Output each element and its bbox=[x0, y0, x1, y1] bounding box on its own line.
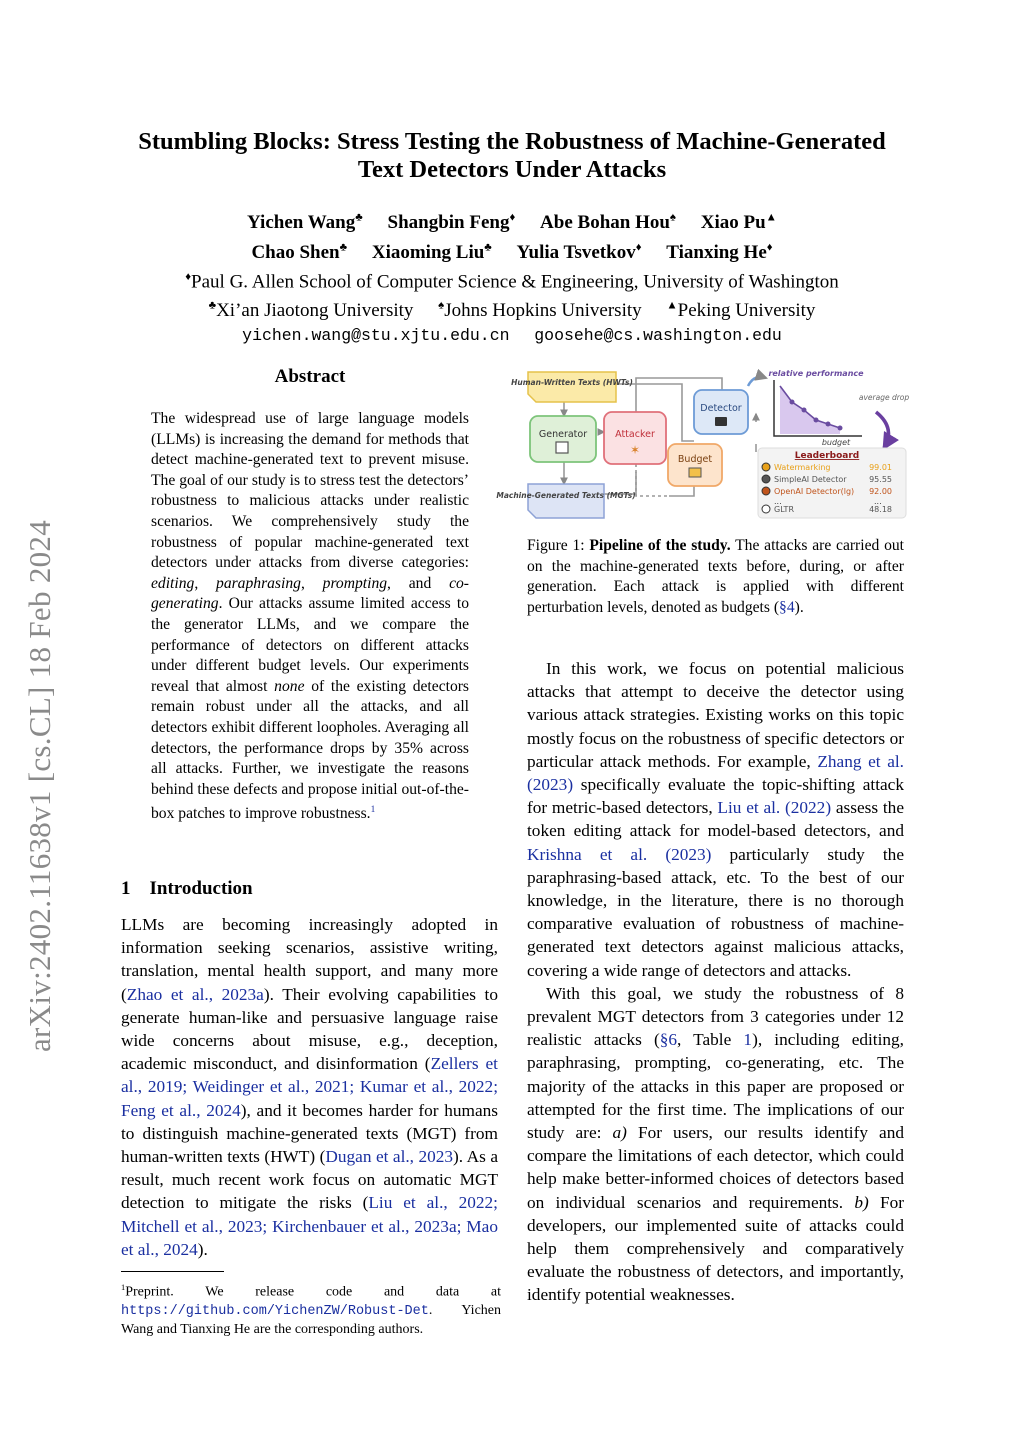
leaderboard-medal-icon bbox=[762, 505, 770, 513]
author-block bbox=[100, 206, 924, 348]
hwt-label: Human-Written Texts (HWTs) bbox=[511, 378, 633, 387]
citation-link[interactable]: Zellers et al., 2019; Weidinger et al., 2021; Kumar et al., 2022; Feng et al., 2024 bbox=[121, 1054, 498, 1120]
leaderboard-detector-name: SimpleAI Detector bbox=[774, 475, 847, 484]
figure-1-pipeline bbox=[496, 366, 910, 526]
affiliation-1: ♦Paul G. Allen School of Computer Science & Engineering, University of Washington bbox=[185, 270, 839, 292]
footnote-rule bbox=[121, 1271, 224, 1272]
abstract-heading: Abstract bbox=[274, 366, 346, 387]
leaderboard bbox=[758, 448, 906, 518]
footnote: $^1$Preprint. We release code and data at https://github.com/YichenZW/Robust-Det. Yichen Wang and Tianxing He are the corresponding authors. bbox=[121, 1283, 501, 1337]
abstract-body: The widespread use of large language models (LLMs) is increasing the demand for methods that detect machine-generated text to prevent misuse. The goal of our study is to stress test the detectors’ robustness to malicious attacks under realistic scenarios. We comprehensively study the robustness of popular machine-generated text detectors under attacks from diverse categories: editing, paraphrasing, prompting, and co-generating. Our attacks assume limited access to the generator LLMs, and we compare the performance of detectors on different attacks under different budget levels. Our experiments reveal that almost none of the existing detectors remain robust under all the attacks, and all detectors exhibit different loopholes. Averaging all detectors, the performance drops by 35% across all attacks. Further, we investigate the reasons behind these defects and propose initial out-of-the-box patches to improve robustness.$^1$ bbox=[151, 410, 470, 823]
email-2[interactable]: goosehe@cs.washington.edu bbox=[534, 326, 782, 346]
author: Abe Bohan Hou♠ bbox=[540, 212, 676, 234]
authors-row-2 bbox=[100, 235, 924, 264]
detector-icon bbox=[715, 417, 727, 426]
mgt-box bbox=[528, 484, 604, 518]
generator-icon bbox=[556, 442, 568, 453]
citation-link[interactable]: Zhang et al. (2023) bbox=[527, 751, 904, 795]
leaderboard-score: 48.18 bbox=[869, 505, 892, 514]
leaderboard-medal-icon bbox=[762, 475, 770, 483]
relative-performance-plot bbox=[768, 369, 909, 448]
author: Yichen Wang♣ bbox=[247, 212, 363, 234]
figure-1-caption: Figure 1: Pipeline of the study. The attacks are carried out on the machine-generated texts before, during, or after generation. Each attack is applied with different perturbation levels, denoted as budgets (§4). bbox=[527, 537, 904, 616]
section-ref-link[interactable]: §6 bbox=[659, 1030, 677, 1050]
authors-row-1 bbox=[100, 206, 924, 235]
author: Tianxing He♦ bbox=[666, 241, 773, 263]
leaderboard-ellipsis: ... bbox=[874, 497, 882, 506]
leaderboard-score: 92.00 bbox=[869, 487, 892, 496]
citation-link[interactable]: Zhao et al., 2023a bbox=[126, 984, 264, 1004]
emails bbox=[100, 323, 924, 348]
performance-area bbox=[780, 386, 840, 434]
leaderboard-ellipsis: ... bbox=[774, 497, 782, 506]
hwt-box bbox=[528, 372, 616, 402]
citation-link[interactable]: Liu et al. (2022) bbox=[717, 798, 832, 818]
plot-point bbox=[838, 426, 843, 431]
svg-text:Machine-Generated Texts (MGTs) bbox=[496, 491, 635, 500]
generator-label: Generator bbox=[538, 429, 588, 440]
leaderboard-title: Leaderboard bbox=[794, 451, 860, 461]
table-ref-link[interactable]: 1 bbox=[743, 1030, 753, 1050]
plot-point bbox=[814, 418, 819, 423]
paragraph: In this work, we focus on potential malicious attacks that attempt to deceive the detector using various attack strategies. Existing works on this topic mostly focus on the robustness of specific detectors or particular attack methods. For example, Zhang et al. (2023) specifically evaluate the topic-shifting attack for metric-based detectors, Liu et al. (2022) assess the token editing attack for model-based detectors, and Krishna et al. (2023) particularly study the paraphrasing-based attack, etc. To the best of our knowledge, in the literature, there is no thorough comparative evaluation of robustness of machine-generated text detectors against malicious attacks, covering a wide range of detectors and attacks. bbox=[527, 659, 904, 980]
detector-label: Detector bbox=[700, 403, 742, 414]
author: Xiao Pu▲ bbox=[700, 212, 777, 234]
plot-xlabel: budget bbox=[821, 438, 851, 447]
repo-link[interactable]: https://github.com/YichenZW/Robust-Det bbox=[121, 1303, 429, 1319]
leaderboard-score: 99.01 bbox=[869, 463, 892, 472]
title-line-2: Text Detectors Under Attacks bbox=[357, 156, 667, 183]
mgt-label: Machine-Generated Texts (MGTs) bbox=[496, 491, 636, 500]
citation-link[interactable]: Krishna et al. (2023) bbox=[527, 844, 712, 864]
attacker-icon: ✶ bbox=[629, 443, 641, 457]
leaderboard-detector-name: Watermarking bbox=[774, 463, 831, 472]
author: Chao Shen♣ bbox=[251, 241, 348, 263]
citation-link[interactable]: Dugan et al., 2023 bbox=[325, 1147, 454, 1167]
author: Xiaoming Liu♣ bbox=[371, 241, 492, 263]
right-column-text bbox=[527, 657, 904, 1307]
budget-icon bbox=[689, 468, 701, 477]
plot-title: relative performance bbox=[768, 369, 864, 378]
title-line-1: Stumbling Blocks: Stress Testing the Robustness of Machine-Generated bbox=[138, 128, 886, 155]
footnote-ref[interactable]: 1 bbox=[370, 805, 376, 816]
citation-link[interactable]: Liu et al., 2022; Mitchell et al., 2023; Kirchenbauer et al., 2023a; Mao et al., 2024 bbox=[121, 1193, 498, 1259]
plot-point bbox=[802, 408, 807, 413]
introduction-paragraph: LLMs are becoming increasingly adopted in information seeking scenarios, assistive writing, translation, mental health support, and many more (Zhao et al., 2023a). Their evolving capabilities to generate human-like and persuasive language raise wide concerns about misuse, e.g., deception, academic misconduct, and disinformation (Zellers et al., 2019; Weidinger et al., 2021; Kumar et al., 2022; Feng et al., 2024), and it becomes harder for humans to distinguish machine-generated texts (MGT) from human-written texts (HWT) (Dugan et al., 2023). As a result, much recent work focus on automatic MGT detection to mitigate the risks (Liu et al., 2022; Mitchell et al., 2023; Kirchenbauer et al., 2023a; Mao et al., 2024). bbox=[121, 915, 498, 1259]
affiliation-2: ♣Xi’an Jiaotong University ♠Johns Hopkins University ▲Peking University bbox=[208, 299, 816, 322]
author: Yulia Tsvetkov♦ bbox=[516, 241, 642, 263]
leaderboard-medal-icon bbox=[762, 463, 770, 471]
leaderboard-score: 95.55 bbox=[869, 475, 892, 484]
budget-box bbox=[668, 444, 722, 486]
average-drop-arrow bbox=[876, 412, 889, 448]
svg-text:Human-Written Texts (HWTs) bbox=[511, 378, 633, 387]
paragraph: With this goal, we study the robustness of 8 prevalent MGT detectors from 3 categories under 12 realistic attacks (§6, Table 1), including editing, paraphrasing, prompting, co-generating, etc. The majority of the attacks in this paper are proposed or attempted for the first time. The implications of our study are: a) For users, our results identify and compare the limitations of each detector, which could help make better-informed choices of detectors based on individual scenarios and requirements. b) For developers, our implemented suite of attacks could help them comprehensively and comparatively evaluate the robustness of detectors, and importantly, identify potential weaknesses. bbox=[527, 983, 905, 1305]
average-drop-label: average drop bbox=[858, 393, 910, 402]
leaderboard-detector-name: OpenAI Detector(lg) bbox=[774, 487, 855, 496]
paper-title bbox=[100, 128, 924, 184]
arxiv-stamp: arXiv:2402.11638v1 [cs.CL] 18 Feb 2024 bbox=[22, 519, 57, 1052]
leaderboard-medal-icon bbox=[762, 487, 770, 495]
author: Shangbin Feng♦ bbox=[387, 212, 516, 234]
section-heading-introduction: 1 Introduction bbox=[121, 878, 253, 899]
leaderboard-detector-name: GLTR bbox=[774, 505, 794, 514]
plot-point bbox=[826, 422, 831, 427]
budget-label: Budget bbox=[677, 454, 713, 465]
section-ref-link[interactable]: §4 bbox=[779, 598, 795, 616]
email-1[interactable]: yichen.wang@stu.xjtu.edu.cn bbox=[242, 326, 510, 346]
plot-point bbox=[790, 400, 795, 405]
attacker-label: Attacker bbox=[615, 429, 655, 440]
